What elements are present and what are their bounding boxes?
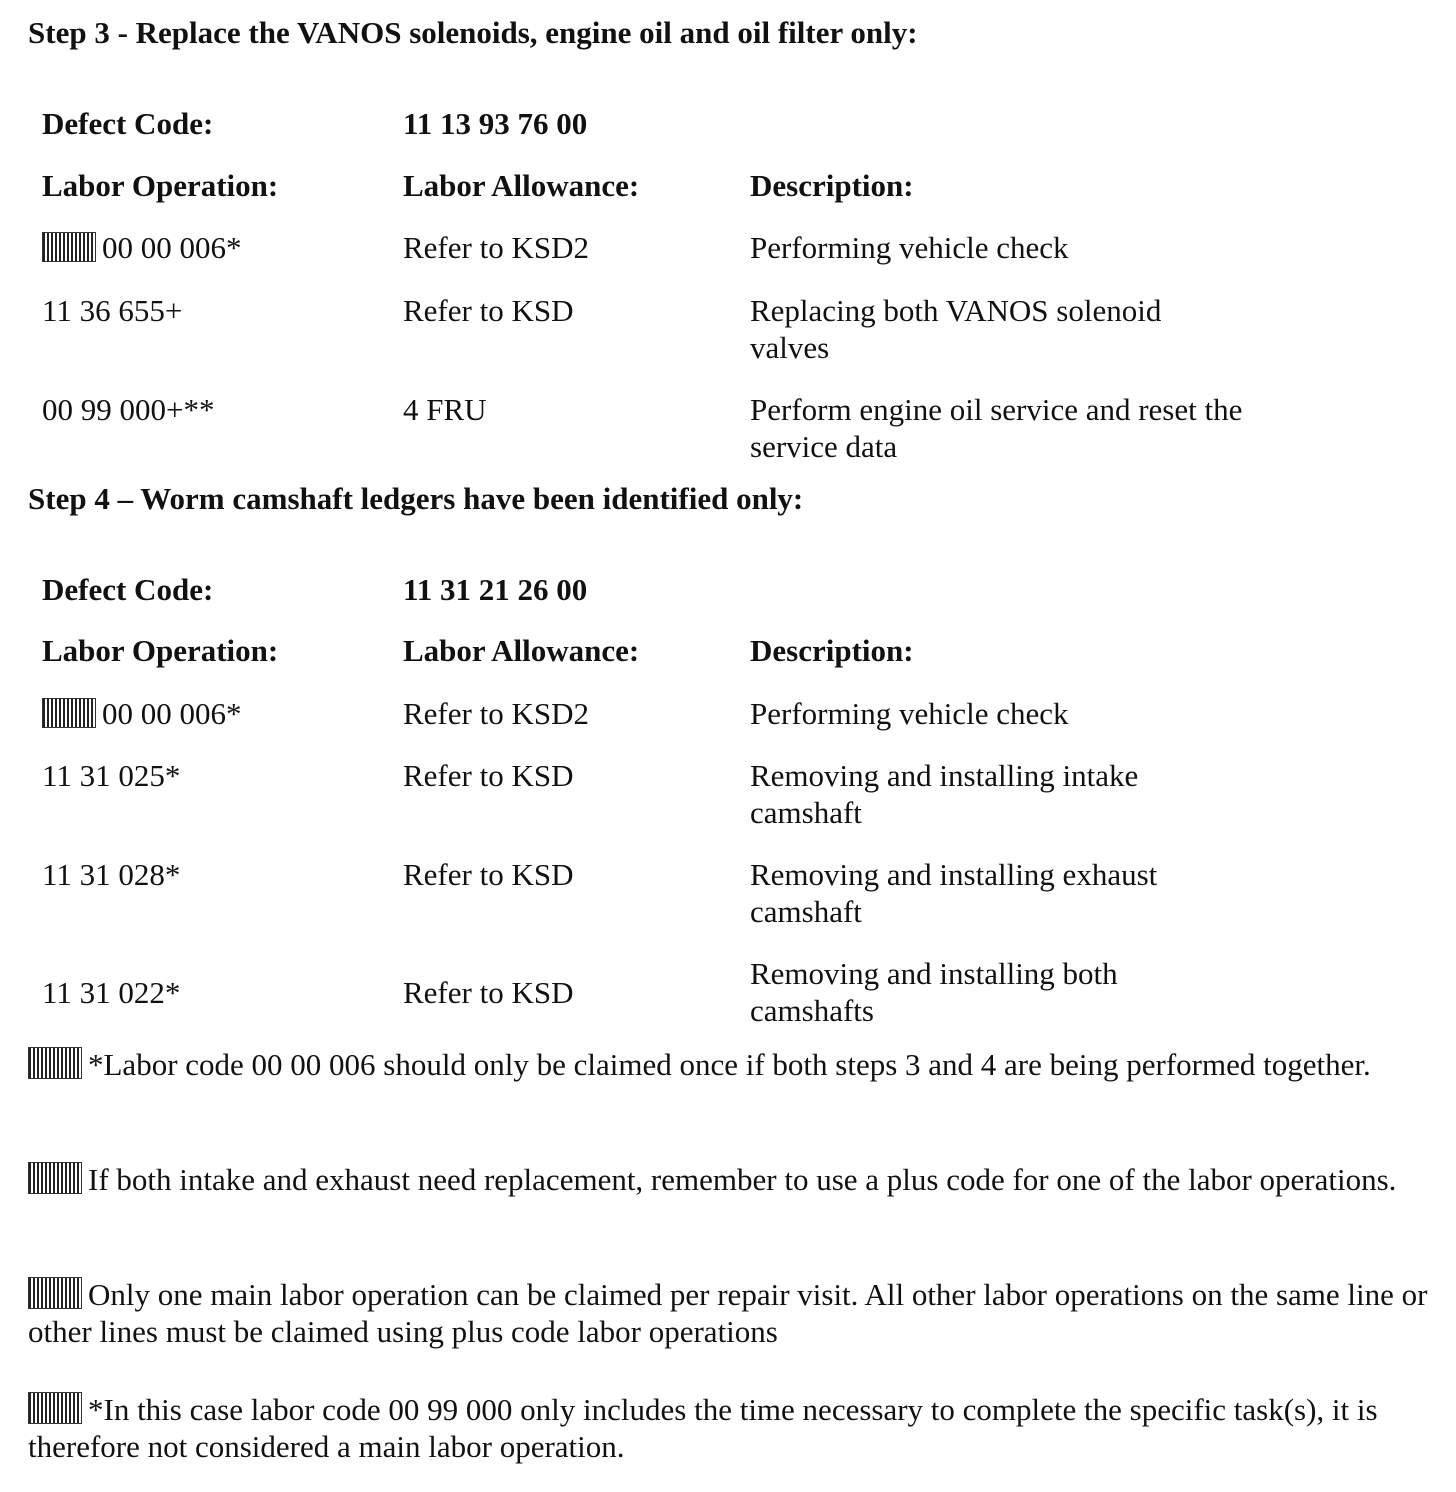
description: Removing and installing exhaust camshaft — [750, 857, 1158, 929]
operation-code: 00 00 006* — [102, 696, 242, 731]
labor-allowance: Refer to KSD — [403, 293, 574, 328]
description: Performing vehicle check — [750, 230, 1069, 265]
labor-operation: 00 99 000+** — [42, 392, 215, 427]
note-text: *In this case labor code 00 99 000 only includes the time necessary to complete the specific task(s), it is therefore not considered a main labor operation. — [28, 1392, 1378, 1464]
description: Performing vehicle check — [750, 696, 1069, 731]
note — [28, 1391, 1428, 1465]
step3-heading: Step 3 - Replace the VANOS solenoids, engine oil and oil filter only: — [28, 15, 918, 50]
step4-heading: Step 4 – Worm camshaft ledgers have been identified only: — [28, 481, 804, 516]
col-description: Description: — [750, 633, 914, 668]
description: Removing and installing both camshafts — [750, 956, 1118, 1028]
defect-code-value: 11 13 93 76 00 — [403, 106, 588, 141]
labor-allowance: Refer to KSD2 — [403, 696, 589, 731]
note — [28, 1046, 1428, 1083]
defect-code-label: Defect Code: — [42, 572, 214, 607]
labor-operation: 11 31 022* — [42, 975, 181, 1010]
defect-code-label: Defect Code: — [42, 106, 214, 141]
col-labor-operation: Labor Operation: — [42, 168, 279, 203]
col-labor-operation: Labor Operation: — [42, 633, 279, 668]
labor-allowance: 4 FRU — [403, 392, 487, 427]
marker-icon — [42, 698, 96, 728]
labor-operation: 11 31 025* — [42, 758, 181, 793]
col-description: Description: — [750, 168, 914, 203]
marker-icon — [28, 1047, 82, 1079]
labor-operation — [42, 695, 242, 732]
marker-icon — [28, 1277, 82, 1309]
description: Perform engine oil service and reset the service data — [750, 392, 1243, 464]
marker-icon — [28, 1162, 82, 1194]
labor-allowance: Refer to KSD — [403, 975, 574, 1010]
note — [28, 1276, 1428, 1350]
col-labor-allowance: Labor Allowance: — [403, 633, 640, 668]
operation-code: 00 00 006* — [102, 230, 242, 265]
description: Removing and installing intake camshaft — [750, 758, 1139, 830]
labor-allowance: Refer to KSD — [403, 857, 574, 892]
description: Replacing both VANOS solenoid valves — [750, 293, 1162, 365]
marker-icon — [42, 232, 96, 262]
labor-operation: 11 31 028* — [42, 857, 181, 892]
note-text: If both intake and exhaust need replacement, remember to use a plus code for one of the labor operations. — [88, 1162, 1397, 1197]
note — [28, 1161, 1428, 1198]
labor-operation: 11 36 655+ — [42, 293, 183, 328]
defect-code-value: 11 31 21 26 00 — [403, 572, 588, 607]
labor-allowance: Refer to KSD — [403, 758, 574, 793]
labor-allowance: Refer to KSD2 — [403, 230, 589, 265]
labor-operation — [42, 229, 242, 266]
marker-icon — [28, 1392, 82, 1424]
note-text: Only one main labor operation can be claimed per repair visit. All other labor operations on the same line or other lines must be claimed using plus code labor operations — [28, 1277, 1428, 1349]
col-labor-allowance: Labor Allowance: — [403, 168, 640, 203]
note-text: *Labor code 00 00 006 should only be claimed once if both steps 3 and 4 are being performed together. — [88, 1047, 1371, 1082]
